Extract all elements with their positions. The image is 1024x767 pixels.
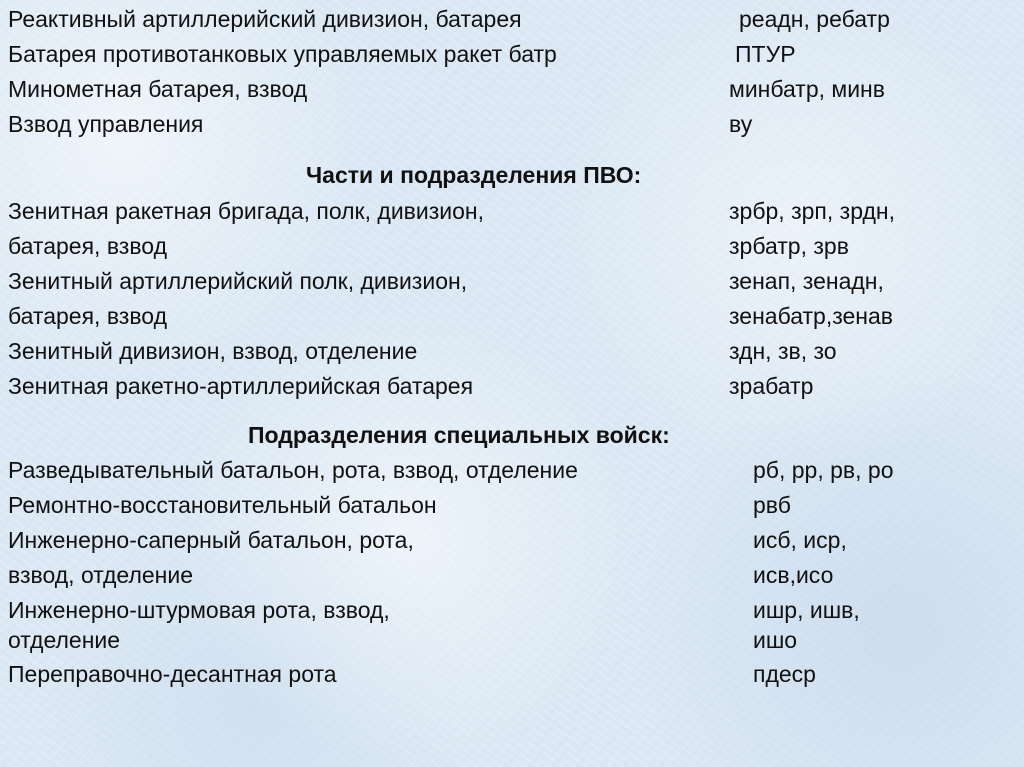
abbreviation-text: пдеср [753,661,816,687]
term-text: Инженерно-штурмовая рота, взвод, [8,597,390,623]
term-text: Батарея противотанковых управляемых ракет батр [8,41,557,67]
abbreviation-text: исб, иср, [753,527,847,553]
abbreviation-text: ПТУР [735,41,796,67]
term-text: Разведывательный батальон, рота, взвод, отделение [8,457,578,483]
term-text: Зенитный артиллерийский полк, дивизион, [8,268,468,294]
abbreviation-text: зрабатр [729,373,814,399]
term-text: Инженерно-саперный батальон, рота, [8,527,414,553]
term-text: Зенитная ракетная бригада, полк, дивизион, [8,198,485,224]
term-text: Переправочно-десантная рота [8,661,337,687]
abbreviation-text: минбатр, минв [729,76,885,102]
abbreviation-text: зрбр, зрп, зрдн, [729,198,895,224]
term-text: Минометная батарея, взвод [8,76,308,102]
section-heading: Подразделения специальных войск: [248,422,670,448]
abbreviation-text: зенабатр,зенав [729,303,894,329]
abbreviation-text: здн, зв, зо [729,338,837,364]
term-text: Зенитная ракетно-артиллерийская батарея [8,373,474,399]
abbreviation-text: ву [729,111,753,137]
section-heading: Части и подразделения ПВО: [306,162,642,188]
term-text: Зенитный дивизион, взвод, отделение [8,338,418,364]
term-text: батарея, взвод [8,303,167,329]
abbreviation-text: ишо [753,627,798,653]
term-text: отделение [8,627,121,653]
term-text: Реактивный артиллерийский дивизион, батарея [8,6,522,32]
abbreviation-text: рвб [753,492,791,518]
abbreviation-text: ишр, ишв, [753,597,860,623]
abbreviation-text: рб, рр, рв, ро [753,457,894,483]
abbreviation-text: зрбатр, зрв [729,233,849,259]
abbreviation-text: исв,исо [753,562,834,588]
abbreviation-text: зенап, зенадн, [729,268,884,294]
term-text: Взвод управления [8,111,204,137]
term-text: Ремонтно-восстановительный батальон [8,492,437,518]
term-text: взвод, отделение [8,562,194,588]
abbreviation-text: реадн, ребатр [739,6,890,32]
term-text: батарея, взвод [8,233,167,259]
